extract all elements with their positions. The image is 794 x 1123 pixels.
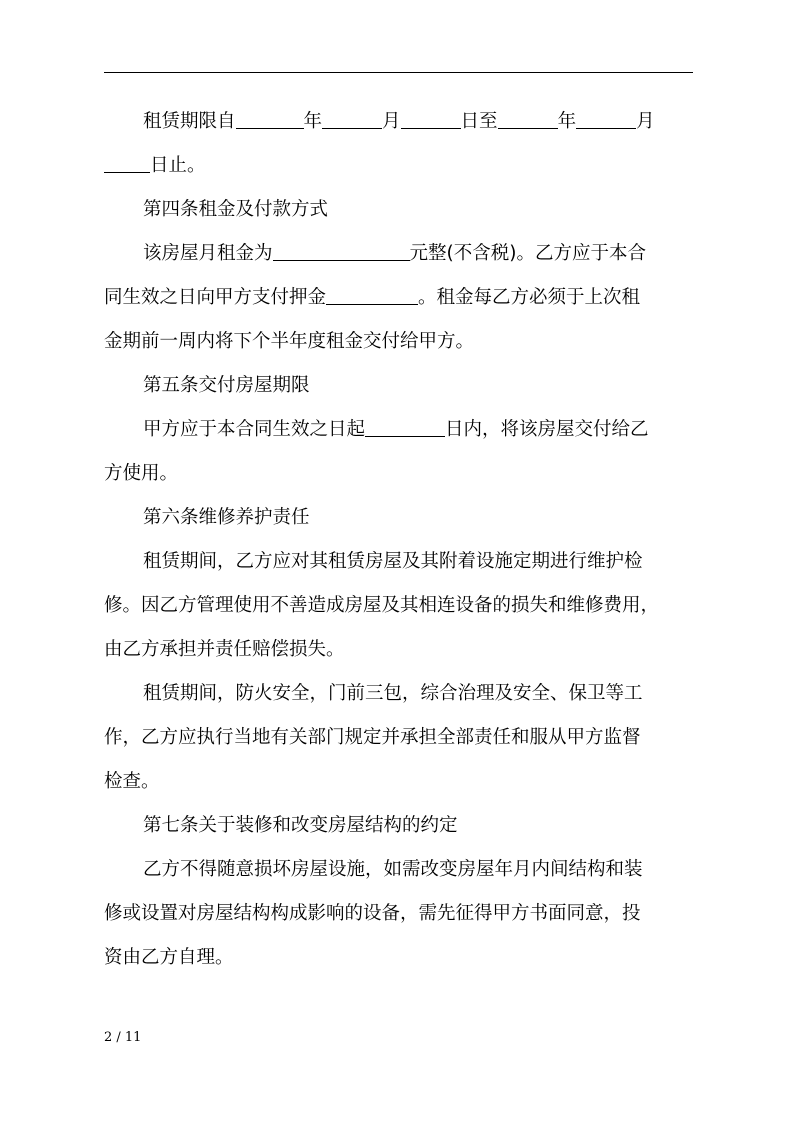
blank-field: [236, 104, 304, 129]
text-line: [104, 235, 693, 279]
text-line: [104, 719, 693, 763]
text-segment: 金期前一周内将下个半年度租金交付给甲方。: [104, 331, 475, 352]
text-segment: 方使用。: [104, 463, 179, 484]
text-segment: 元整(不含税)。乙方应于本合: [409, 243, 646, 264]
text-segment: 租赁期间，防火安全，门前三包，综合治理及安全、保卫等工: [143, 683, 643, 704]
text-line: [104, 587, 693, 631]
blank-field: [498, 104, 558, 129]
section-heading: [104, 499, 693, 543]
blank-field: [401, 104, 461, 129]
text-segment: 日至: [460, 111, 498, 132]
text-line: [104, 895, 693, 939]
section-heading: [104, 807, 693, 851]
text-line: [104, 103, 693, 147]
text-line: [104, 763, 693, 807]
document-body: [104, 103, 693, 983]
text-segment: 年: [557, 111, 577, 132]
text-segment: 由乙方承担并责任赔偿损失。: [104, 639, 345, 660]
blank-field: [326, 280, 418, 305]
text-segment: 第五条交付房屋期限: [143, 375, 310, 396]
text-segment: 修或设置对房屋结构构成影响的设备，需先征得甲方书面同意，投: [104, 903, 641, 924]
text-segment: 月: [382, 111, 401, 132]
text-line: [104, 543, 693, 587]
text-line: [104, 675, 693, 719]
blank-field: [104, 148, 150, 173]
text-segment: 资由乙方自理。: [104, 947, 234, 968]
text-line: [104, 939, 693, 983]
page-number: 2 / 11: [104, 1030, 142, 1045]
text-segment: 。租金每乙方必须于上次租: [418, 287, 641, 308]
text-segment: 年: [303, 111, 323, 132]
text-segment: 日止。: [150, 155, 206, 176]
text-segment: 第四条租金及付款方式: [143, 199, 329, 220]
text-segment: 租赁期限自: [143, 111, 236, 132]
text-segment: 修。因乙方管理使用不善造成房屋及其相连设备的损失和维修费用，: [104, 595, 660, 616]
text-segment: 检查。: [104, 771, 160, 792]
blank-field: [576, 104, 636, 129]
text-line: [104, 147, 693, 191]
section-heading: [104, 367, 693, 411]
blank-field: [365, 412, 445, 437]
text-segment: 作，乙方应执行当地有关部门规定并承担全部责任和服从甲方监督: [104, 727, 641, 748]
text-segment: 月: [636, 111, 655, 132]
text-line: [104, 411, 693, 455]
text-segment: 第七条关于装修和改变房屋结构的约定: [143, 815, 458, 836]
text-line: [104, 631, 693, 675]
text-segment: 甲方应于本合同生效之日起: [143, 419, 366, 440]
text-segment: 日内，将该房屋交付给乙: [445, 419, 649, 440]
text-line: [104, 455, 693, 499]
text-segment: 租赁期间，乙方应对其租赁房屋及其附着设施定期进行维护检: [143, 551, 643, 572]
text-segment: 乙方不得随意损坏房屋设施，如需改变房屋年月内间结构和装: [143, 859, 643, 880]
blank-field: [273, 236, 410, 261]
text-segment: 该房屋月租金为: [143, 243, 273, 264]
text-segment: 第六条维修养护责任: [143, 507, 310, 528]
section-heading: [104, 191, 693, 235]
blank-field: [322, 104, 382, 129]
text-line: [104, 279, 693, 323]
text-segment: 同生效之日向甲方支付押金: [104, 287, 327, 308]
text-line: [104, 851, 693, 895]
text-line: [104, 323, 693, 367]
header-rule: [104, 72, 693, 73]
